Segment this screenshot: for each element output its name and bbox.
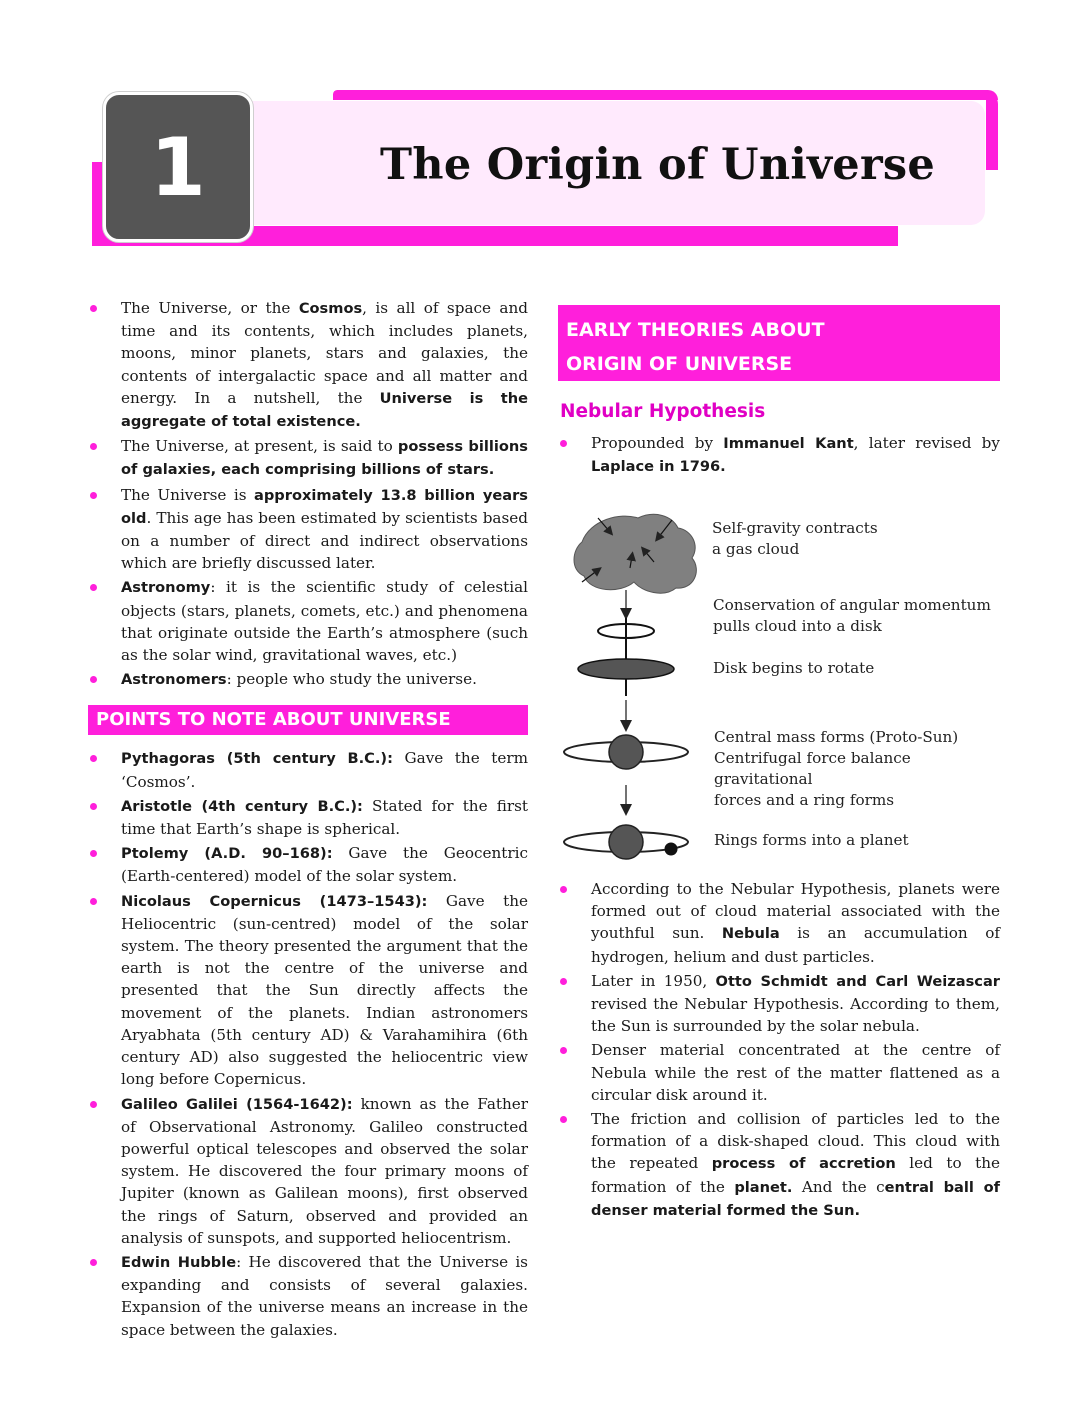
bold-text: Pythagoras (5th century B.C.): <box>121 750 393 768</box>
bold-text: Nicolaus Copernicus (1473–1543): <box>121 892 428 910</box>
text: Gave the term ‘Cosmos’. <box>121 749 528 791</box>
text: Gave the Heliocentric (sun-centred) model of the solar system. The theory presented the argument that the earth is not the centre of the universe and presented that the Sun directly affects the movement of the planets. Indian astronomers Aryabhata (5th century AD) & Varahamihira (6th century AD) also suggested the heliocentric view long before Copernicus. <box>121 891 528 1089</box>
right-column-lower <box>558 878 1000 1224</box>
left-column <box>88 297 528 1343</box>
label-step5: Rings forms into a planet <box>714 831 909 849</box>
bold-text: process of accretion <box>711 1155 896 1173</box>
nebular-intro-list <box>558 432 1000 478</box>
early-theories-title-line1: EARLY THEORIES ABOUT <box>566 319 825 341</box>
early-theories-title-line2: ORIGIN OF UNIVERSE <box>566 353 793 375</box>
list-item <box>558 1108 1000 1222</box>
text: . This age has been estimated by scientists based on a number of direct and indirect observations which are briefly discussed later. <box>121 508 528 573</box>
list-item <box>88 795 528 840</box>
bold-text: Otto Schmidt and Carl Weizascar <box>715 972 1000 990</box>
text: Propounded by <box>591 434 724 452</box>
bold-text: Galileo Galilei (1564-1642): <box>121 1095 353 1113</box>
list-item <box>88 576 528 666</box>
header-frame-top <box>333 90 998 100</box>
text: : people who study the universe. <box>226 670 477 689</box>
proto-sun-shape <box>609 735 643 769</box>
text: revised the Nebular Hypothesis. According to them, the Sun is surrounded by the solar nebula. <box>591 995 1000 1036</box>
chapter-title: The Origin of Universe <box>380 140 936 190</box>
gas-cloud-shape <box>574 514 696 593</box>
chapter-header <box>0 0 1088 270</box>
list-item <box>88 1251 528 1341</box>
intro-list <box>88 297 528 691</box>
rotating-disk-shape <box>578 659 674 679</box>
chapter-number: 1 <box>103 92 253 242</box>
list-item <box>88 668 528 691</box>
text: Gave the Geocentric (Earth-centered) model of the solar system. <box>121 844 528 886</box>
text: Denser material concentrated at the centre of Nebula while the rest of the matter flattened as a circular disk around it. <box>591 1041 1000 1104</box>
text: The Universe, or the <box>121 299 299 317</box>
text: known as the Father of Observational Astronomy. Galileo constructed powerful optical telescopes and observed the solar system. He discovered the four primary moons of Jupiter (known as Galilean moons), first observed the rings of Saturn, observed and provided an analysis of sunspots, and supported heliocentrism. <box>121 1094 529 1247</box>
bold-text: Nebula <box>721 925 780 943</box>
list-item <box>558 878 1000 968</box>
points-list <box>88 747 528 1340</box>
bold-text: Universe is the aggregate of total existence. <box>121 389 528 431</box>
bold-text: Cosmos <box>298 300 363 317</box>
list-item <box>558 1039 1000 1106</box>
bold-text: Ptolemy (A.D. 90–168): <box>121 845 333 863</box>
list-item <box>88 842 528 887</box>
right-column <box>558 305 1000 480</box>
text: led to the formation of the <box>591 1154 1000 1196</box>
bold-text: Astronomers <box>121 671 227 689</box>
text: : He discovered that the Universe is expanding and consists of several galaxies. Expansion of the universe means an increase in the space between the galaxies. <box>121 1252 528 1339</box>
text: , is all of space and time and its contents, which includes planets, moons, minor planets, stars and galaxies, the contents of intergalactic space and all matter and energy. In a nutshell, the <box>121 299 528 407</box>
bold-text: Immanuel Kant <box>723 435 854 452</box>
nebular-hypothesis-heading: Nebular Hypothesis <box>560 401 766 422</box>
list-item <box>88 435 528 481</box>
text: And the c <box>792 1177 885 1196</box>
bold-text: possess billions of galaxies, each comprising billions of stars. <box>121 438 528 479</box>
list-item <box>88 747 528 792</box>
bold-text: planet. <box>734 1178 793 1196</box>
text: The friction and collision of particles led to the formation of a disk-shaped cloud. This cloud with the repeated <box>591 1110 1000 1173</box>
bold-text: entral ball of denser material formed the Sun. <box>591 1178 1000 1219</box>
text: : it is the scientific study of celestial objects (stars, planets, comets, etc.) and phenomena that originate outside the Earth’s atmosphere (such as the solar wind, gravitational waves, etc.) <box>121 578 528 665</box>
list-item <box>88 1093 528 1249</box>
label-step4: Central mass forms (Proto-Sun) Centrifugal force balance gravitational forces and a ring forms <box>714 728 959 809</box>
text: According to the Nebular Hypothesis, planets were formed out of cloud material associated with the youthful sun. <box>591 880 1000 943</box>
nebular-hypothesis-diagram <box>560 500 1000 870</box>
label-step3: Disk begins to rotate <box>713 659 875 677</box>
early-theories-section-title <box>558 305 1000 381</box>
list-item <box>558 432 1000 478</box>
header-frame-right <box>986 92 998 170</box>
planet-shape <box>665 843 678 856</box>
sun-shape <box>609 825 643 859</box>
bold-text: Astronomy <box>121 579 211 597</box>
text: , later revised by <box>853 434 1000 452</box>
list-item <box>88 890 528 1091</box>
bold-text: Aristotle (4th century B.C.): <box>121 797 363 815</box>
bold-text: approximately 13.8 billion years old <box>121 486 528 527</box>
text: is an accumulation of hydrogen, helium and dust particles. <box>591 924 1000 966</box>
list-item <box>558 970 1000 1038</box>
list-item <box>88 297 528 433</box>
text: Later in 1950, <box>591 971 716 990</box>
label-step1: Self-gravity contracts a gas cloud <box>712 519 878 558</box>
text: Stated for the first time that Earth’s shape is spherical. <box>121 796 528 839</box>
bold-text: Edwin Hubble <box>121 1253 237 1271</box>
points-section-title: POINTS TO NOTE ABOUT UNIVERSE <box>88 705 528 735</box>
text: The Universe, at present, is said to <box>121 437 398 456</box>
text: The Universe is <box>121 485 254 504</box>
label-step2: Conservation of angular momentum pulls cloud into a disk <box>713 596 991 635</box>
list-item <box>88 484 528 575</box>
nebular-list <box>558 878 1000 1222</box>
bold-text: Laplace in 1796. <box>591 458 726 476</box>
